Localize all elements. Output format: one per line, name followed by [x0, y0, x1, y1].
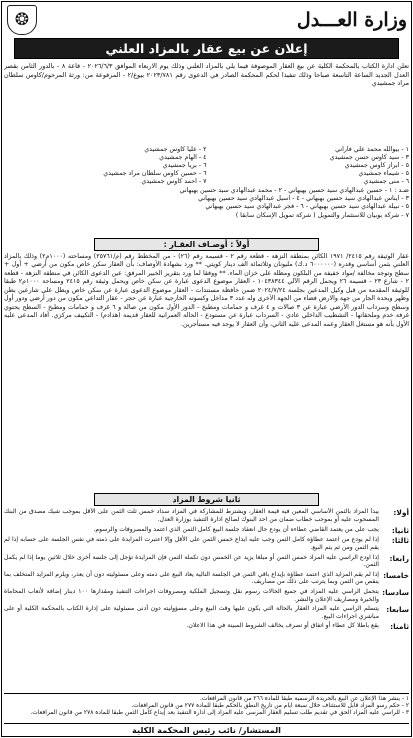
auction-terms-list — [4, 508, 409, 693]
ministry-name: وزارة العـــدل — [296, 9, 407, 32]
term-text: إذا لم يقم المزايد الذي اعتمد عطاؤه بإيداع باقي الثمن في الجلسة التالية يعاد البيع على ذمته وعلى مسئوليته دون أن يعذر، ويلزم المزايد المتخلف بما ينقص من الثمن وبما يترتب على ذلك من مصاريف. — [4, 570, 379, 586]
auction-term — [4, 605, 409, 620]
defendant-line: ٧ - شركة بوبيان للاستثمار والتمويل ( شركة تمويل الإسكان سابقا ) — [235, 211, 409, 219]
auction-term — [4, 588, 409, 603]
auction-term — [4, 508, 409, 523]
notes-block — [4, 693, 409, 723]
defendant-line: ضـد : ١ - حسين عبدالهادي سيد حسين بهبهاني - ٢ - محمد عبدالهادي سيد حسين بهبهاني — [179, 187, 409, 195]
heir-name: ٢ - عليا كاوس جمشيدي — [144, 145, 207, 153]
note-line: ٢ - حكم رسو المزاد قابل للاستئناف خلال سبعة ايام من تاريخ النطق بالحكم طبقا للمادة ٢٧٧ من قانون المرافعات. — [131, 703, 409, 710]
note-line: ١ - ينشر هذا الإعلان عن البيع بالجريدة الرسمية طبقا للمادة ٢٦٦ من قانون المرافعات. — [199, 696, 409, 703]
section-heading-terms: ثانيا شروط المزاد — [94, 493, 319, 506]
heir-name: ٤ - الهام جمشيدي — [159, 153, 207, 161]
term-text: يتحمل الراسي عليه المزاد في جميع الحالات رسوم نقل وتسجيل الملكية ومصروفات اجراءات التنفيذ ومقدارها ١٠٠ دينار إضافة لأتعاب المحاماة والخبرة ومصاريف الإعلان والنشر. — [4, 587, 379, 603]
notice-header — [4, 5, 409, 36]
term-number: ثامنا: — [390, 622, 409, 632]
auction-term — [4, 526, 409, 535]
term-number: أولا: — [393, 508, 409, 518]
defendant-line: ٣ - ايناس عبدالهادي سيد حسين بهبهاني - ٤ - اسيل عبدالهادي سيد حسين بهبهاني — [198, 195, 409, 203]
signature-line: المستشار/ نائب رئيس المحكمة الكلية — [4, 723, 409, 735]
heir-row — [4, 170, 409, 178]
term-text: إذا اودع الراسي عليه المزاد خمس الثمن أو مبلغا يزيد عن الخمس دون تكملة الثمن فإن المزايدة تؤجل إلى جلسة أخرى خلال ثلاثين يوما إذا لم يكمل الثمن. — [4, 553, 379, 569]
intro-paragraph: تعلن ادارة الكتاب بالمحكمة الكلية عن بيع العقار الموصوفة فيما يلي بالمزاد العلني وذلك يوم الاربعاء الموافق ٢٠٢٦/٦/٣ - قاعة ٨ - بالدور الثامن بقصر العدل الجديد الساعة التاسعة صباحا وذلك تنفيذا لحكم المحكمة الصادر في الدعوى رقم ٢٠٢٣/٧٨١ بيوع/٢ - المرفوعة من: ورثة المرحوم/كاوس سلطان مراد جمشيدي — [4, 61, 409, 88]
heir-row — [4, 154, 409, 162]
heir-row — [4, 146, 409, 154]
term-text: إذا لم يودع من اعتمد عطاؤه كامل الثمن وجب عليه ايداع خمس الثمن على الأقل وإلا اعتبرت المزايدة على ذمته في نفس الجلسة على حسابه إذا لم يقم الثمن ومن ثم يتم البيع. — [4, 536, 379, 551]
property-description: عقار الوثيقة رقم ٢٤١٥/ ١٩٧١ الكائن بمنطقة النزهة - قطعة رقم ٢ - قسيمة رقم (٢٦) - من المخطط رقم (م/٢٥٧٦١) ومساحته (١٠٠٠م٢) وذلك بالمزاد العلني بثمن أساسي وقدره (٦٠٠٠٠٠٠ د.ك) مليونان وثلاثمائة الف دينار كويتي. ** ورد بشهادة الأوصاف: بأن العقار سكن خاص مكون من أرضي + أول + سطح وتوجد مخالفة /مواد خفيفة من البلكون ومظلة على خزان الماء. ** ووفقا لما ورد بتقرير الخبير المرفق: عين الدعوى الكائن في منطقة النزهة - قطعة ٢ - شارع ٢٣ - قسيمة ٢٦ ويحمل الرقم الآلي ١٠٤٣٨٣٤٤ - العقار موضوع الدعوى عبارة عن سكن خاص ويحمل وثيقة رقم ٢٤١٥ ومساحة ١٠٠٠م٢ طبقا للوثيقة المقدمة من قبل وكيل المدعين بجلسة ٢٠٢٤/٧/٢٤ ضمن حافظة مستندات - العقار موضوع الدعوى عبارة عن سكن خاص ويطل على شارعين بطن وظهر ويحده الجار من جهة والارض فضاء من الجهة الأخرى وله عدد ٣ مداخل وكسوته الخارجية عبارة عن حجر - عقار التداعي مكون من دور أرضي ودور أول وسطح وسرداب الدور الأرضي عبارة عن ٣ صالات و ٤ غرف و حمامات ومطبخ - الدور الأول مكون من صالة و ٦ غرف و حمامات ومطبخ - السطح يحتوي غرفة خدم وملحقاتها - التشطيب الداخلي عادي - السرداب عبارة عن مستودع - الحالة العمرانية للعقار قديمة (هدادم) - التكييف مركزي. أفاد المدعى عليه الأول بأنه هو مستغل العقار وعمه المدعى عليه الثاني، وأن العقار لا يوجد فيه مستأجرين. — [4, 252, 409, 328]
note-line: ٣ - للراسي عليه المزاد الحق في تقديم طلب تسليم العقار المرسى عليه المزاد إلى ادارة التنفيذ بعد إيداع كامل الثمن طبقا للمادة ٢٧٨ من قانون المرافعات. — [30, 710, 409, 717]
term-number: سادسا: — [382, 587, 409, 597]
heir-row — [4, 162, 409, 170]
term-text: يقع باطلا كل عطاء أو اتفاق أو تصرف يخالف الشروط المبينة في هذا الاعلان. — [186, 622, 379, 630]
heir-name: ٦ - بريا جمشيدي — [162, 161, 207, 169]
defendant-line: ٥ - نبيلة عبدالهادي سيد حسين بهبهاني - ٦ - فجر عبدالهادي سيد حسين بهبهاني — [205, 203, 409, 211]
term-number: خامسا: — [383, 570, 409, 580]
heir-row — [4, 178, 409, 186]
term-text: يتسلم الراسي عليه المزاد العقار بالحالة التي يكون عليها وقت البيع وعلى مسؤوليته دون أدنى مسئولية على إدارة الكتاب بالمحكمة الكلية أو على مباشري اجراءات البيع. — [4, 605, 379, 620]
auction-term — [4, 571, 409, 586]
term-number: ثانيا: — [391, 525, 409, 535]
notice-title: إعلان عن بيع عقار بالمزاد العلني — [14, 38, 399, 59]
heir-name: ٣ - سيد كاوس حسن جمشيدي — [329, 153, 409, 161]
term-number: رابعا: — [389, 553, 409, 563]
auction-term — [4, 622, 409, 631]
defendants-list — [4, 187, 409, 219]
auction-term — [4, 536, 409, 551]
heir-name: ٦ - منى جمشيدي — [363, 178, 409, 186]
heir-name: ١ - بيوالله محمد علي فاراني — [335, 145, 409, 153]
parties-block — [4, 146, 409, 236]
term-text: يجب على من يعتمد القاضي عطاءه أن يودع حال انعقاد جلسة البيع كامل الثمن الذي اعتمد والمصروفات والرسوم. — [93, 525, 379, 533]
term-number: ثالثا: — [391, 536, 409, 546]
heir-name: ٥ - شيماء جمشيدي — [358, 170, 409, 178]
term-text: يبدأ المزاد بالثمن الأساسي المعين فيه قيمة العقار، ويشترط للمشاركة في المزاد سداد خمس ثلث الثمن على الأقل بموجب شيك مصدق من البنك المسحوب عليه أو بموجب خطاب ضمان من احد البنوك لصالح ادارة التنفيذ بوزارة العدل. — [4, 508, 379, 523]
section-heading-property: أولاً : أوصـاف العقـار : — [94, 238, 319, 251]
heir-name: ٥ - ابراز كاوس جمشيدي — [344, 161, 409, 169]
heir-name: ٦ - حسين كاوس سلطان مراد جمشيدي — [103, 170, 207, 178]
term-number: سابعا: — [386, 605, 409, 615]
state-emblem-icon: ❂ — [7, 5, 37, 35]
heir-name: ٧ - أحمد كاوس جمشيدي — [141, 178, 207, 186]
auction-term — [4, 554, 409, 569]
